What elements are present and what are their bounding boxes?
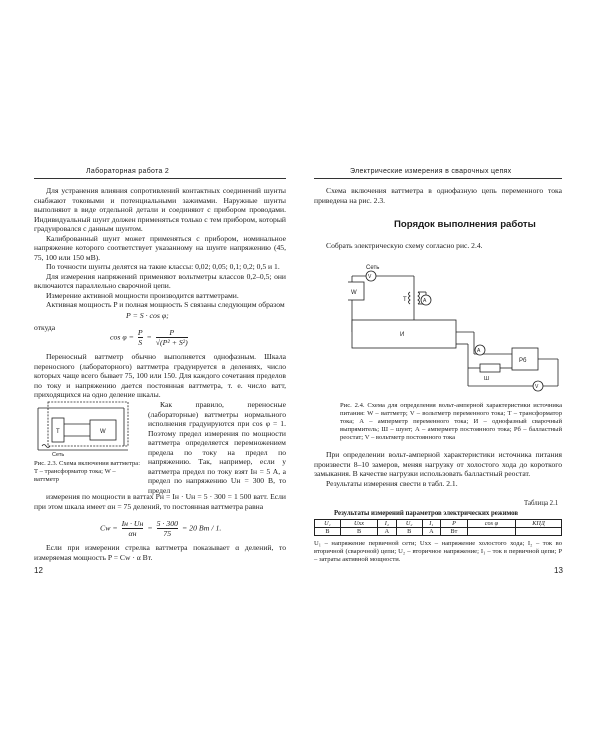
fig24-label-rb: Рб (519, 358, 527, 364)
section-heading: Порядок выполнения работы (394, 219, 536, 230)
table-header-cell: I₂ (378, 520, 397, 528)
table-unit-cell: Вт (441, 528, 468, 536)
table-header-cell: U₂ (396, 520, 422, 528)
table-label: Таблица 2.1 (524, 500, 559, 507)
fig24-label-w: W (351, 290, 357, 296)
figure-2-3-wattmeter-circuit (34, 400, 132, 458)
page-number-left: 12 (34, 566, 43, 575)
text-right-of-figure: Как правило, переносные (лабораторные) ваттметры нормального исполнения градуируются при cos φ = 1. Поэтому предел измерения по мощности ваттметра определяется перемножением предела по току на предел по напряжению. Так, например, если у ваттметра предел по току взят Iн = 5 А, а предел по напряжению Uн = 300 В, то предел (148, 400, 286, 495)
formula-power: P = S · cos φ; (126, 311, 169, 320)
results-table (314, 519, 562, 536)
formula-wattmeter-constant: Cw = $\frac{Iн \cdot Uн}{\alpha н}$ = $\frac{5 \cdot 300}{75}$ = 20 Вт / 1. (100, 519, 222, 538)
page-right (300, 0, 600, 750)
text-step: Собрать электрическую схему согласно рис. 2.4. (326, 241, 483, 250)
fig24-label-t: Т (403, 297, 407, 303)
table-unit-cell (516, 528, 562, 536)
fig24-label-set: Сеть (366, 265, 380, 271)
table-header-cell: U₁ (315, 520, 341, 528)
table-note: U₁ – напряжение первичной сети; Uxx – напряжение холостого хода; I₂ – ток во вторичной (сварочной) цепи; U₂ – вторичное напряжение; I₁ – ток в первичной цепи; P – затраты активной мощности. (314, 540, 562, 563)
table-units-row (315, 528, 562, 536)
figure-2-4-vah-circuit (348, 256, 568, 396)
text-block-1 (34, 186, 286, 310)
table-header-cell: I₁ (422, 520, 441, 528)
fig24-label-a-dc: А (477, 348, 481, 354)
table-header-cell: Uxx (340, 520, 377, 528)
formula-cos: cos φ = $\frac{P}{S}$ = $\frac{P}{\text{√(P² + S²)}}$ (110, 328, 188, 347)
fig24-label-a-top: А (423, 298, 427, 304)
paragraph: Калиброванный шунт может применяться с прибором, номинальное напряжение которого соответствует указанному на шунте напряжению (45, 75, 100 или 150 мВ). (34, 233, 286, 262)
paragraph: Активная мощность P и полная мощность S связаны следующим образом (46, 300, 285, 309)
running-head-left (34, 168, 286, 179)
table-unit-cell (467, 528, 515, 536)
running-head-right (314, 168, 562, 179)
fig24-label-i: И (400, 332, 405, 338)
fig23-label-set: Сеть (52, 452, 65, 458)
figure-2-4-caption: Рис. 2.4. Схема для определения вольт-амперной характеристики источника питания: W – ваттметр; V – вольтметр переменного тока; Т – трансформатор тока; А – амперметр переменного тока; И – однофазный сварочный выпрямитель; Ш – шунт; А – амперметр постоянного тока; Рб – балластный реостат; V – вольтметр постоянного тока (340, 402, 562, 441)
table-unit-cell: В (315, 528, 341, 536)
paragraph: Для устранения влияния сопротивлений контактных соединений шунты снабжают токовыми и потенциальными зажимами. Наружные шунты выполняют в виде отдельной детали и соединяют с прибором проводами. Индивидуальный шунт должен применяться только с тем прибором, который градуировался с данным шунтом. (34, 186, 286, 233)
table-title: Результаты измерений параметров электрических режимов (334, 510, 519, 517)
figure-2-3-caption: Рис. 2.3. Схема включения ваттметра: Т – трансформатор тока; W – ваттметр (34, 460, 141, 483)
running-head-text: Электрические измерения в сварочных цепях (350, 168, 512, 175)
running-head-text: Лабораторная работа 2 (86, 168, 170, 175)
text-procedure: При определении вольт-амперной характеристики источника питания произвести 8–10 замеров, меняя нагрузку от холостого хода до короткого замыкания. В качестве нагрузки использовать балластный реостат. Результаты измерения свести в табл. 2.1. (314, 450, 562, 488)
text-otkuda: откуда (34, 323, 56, 332)
fig24-label-v-top: V (368, 274, 372, 280)
table-unit-cell: А (422, 528, 441, 536)
paragraph: Измерение активной мощности производится ваттметрами. (46, 290, 239, 300)
text-wattmeter: Переносный ваттметр обычно выполняется однофазным. Шкала переносного (лабораторного) ваттметра градуируется в делениях, число которых чаще всего бывает 75, 100 или 150. Для каждого сочетания пределов по току и напряжению дается постоянная ваттметра, т. е. число ватт, приходящихся на одно деление шкалы. (34, 352, 286, 399)
fig24-label-v-dc: V (535, 384, 539, 390)
table-header-row (315, 520, 562, 528)
fig23-label-w: W (100, 429, 106, 435)
page-number-right: 13 (554, 566, 563, 575)
text-intro: Схема включения ваттметра в однофазную цепь переменного тока приведена на рис. 2.3. (314, 186, 562, 205)
paragraph: По точности шунты делятся на такие классы: 0,02; 0,05; 0,1; 0,2; 0,5 и 1. (46, 262, 280, 271)
fig23-label-t: Т (56, 429, 60, 435)
table-unit-cell: А (378, 528, 397, 536)
table-header-cell: cos φ (467, 520, 515, 528)
paragraph: Для измерения напряжений применяют вольтметры классов 0,2–0,5; они включаются параллельно сварочной цепи. (34, 271, 286, 290)
table-unit-cell: В (340, 528, 377, 536)
table-header-cell: P (441, 520, 468, 528)
text-after-figure: измерения по мощности в ваттах Pн = Iн · Uн = 5 · 300 = 1 500 ватт. Если при этом шкала имеет αн = 75 делений, то постоянная ваттметра равна (34, 492, 286, 511)
fig24-label-sh: Ш (484, 376, 490, 382)
table-header-cell: КПД (516, 520, 562, 528)
table-unit-cell: В (396, 528, 422, 536)
text-last: Если при измерении стрелка ваттметра показывает α делений, то измеряемая мощность P = Cw · α Вт. (34, 543, 286, 562)
